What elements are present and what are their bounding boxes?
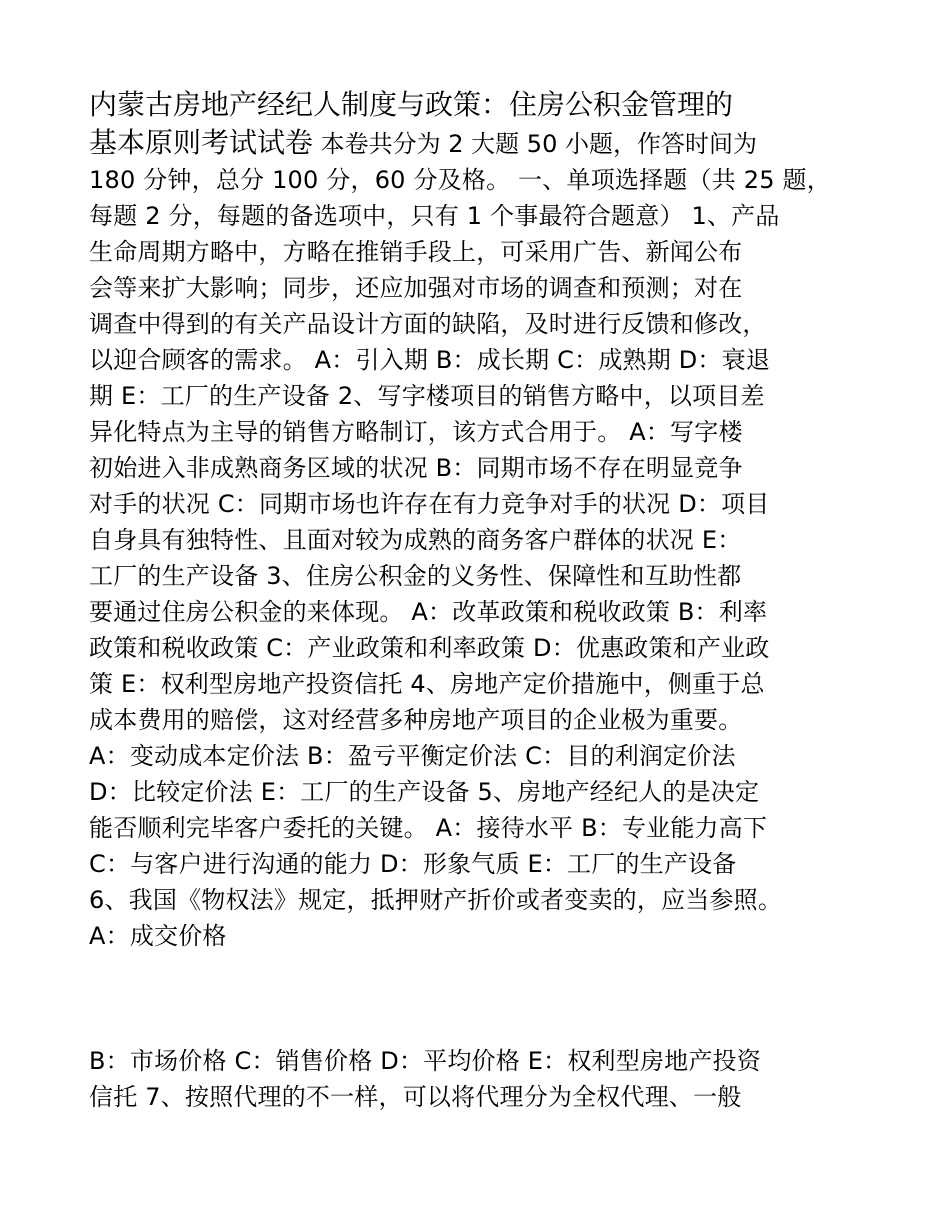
document-body <box>89 86 909 954</box>
text-line: 对手的状况 C：同期市场也许存在有力竞争对手的状况 D：项目 <box>89 490 770 518</box>
text-line: 每题 2 分，每题的备选项中，只有 1 个事最符合题意） 1、产品 <box>89 202 780 230</box>
document-title-line-1: 内蒙古房地产经纪人制度与政策：住房公积金管理的 <box>89 88 734 121</box>
document-title-end: 基本原则考试试卷 <box>89 126 314 159</box>
text-line: 政策和税收政策 C：产业政策和利率政策 D：优惠政策和产业政 <box>89 634 770 662</box>
text-line: 策 E：权利型房地产投资信托 4、房地产定价措施中，侧重于总 <box>89 670 765 698</box>
text-line: 要通过住房公积金的来体现。 A：改革政策和税收政策 B：利率 <box>89 598 768 626</box>
text-line: 6、我国《物权法》规定，抵押财产折价或者变卖的，应当参照。 <box>89 886 783 914</box>
exam-info-text: 本卷共分为 2 大题 50 小题，作答时间为 <box>313 130 757 158</box>
text-line: 工厂的生产设备 3、住房公积金的义务性、保障性和互助性都 <box>89 562 742 590</box>
text-line: A：成交价格 <box>89 922 227 950</box>
text-line: A：变动成本定价法 B：盈亏平衡定价法 C：目的利润定价法 <box>89 742 736 770</box>
text-line: 以迎合顾客的需求。 A：引入期 B：成长期 C：成熟期 D：衰退 <box>89 346 771 374</box>
text-line: 调查中得到的有关产品设计方面的缺陷，及时进行反馈和修改， <box>89 310 767 338</box>
document-body-continued <box>89 1043 909 1115</box>
text-line: D：比较定价法 E：工厂的生产设备 5、房地产经纪人的是决定 <box>89 778 760 806</box>
text-line: 180 分钟，总分 100 分，60 分及格。 一、单项选择题（共 25 题， <box>89 166 831 194</box>
text-line: 初始进入非成熟商务区域的状况 B：同期市场不存在明显竞争 <box>89 454 743 482</box>
text-line: 期 E：工厂的生产设备 2、写字楼项目的销售方略中，以项目差 <box>89 382 765 410</box>
text-line: 信托 7、按照代理的不一样，可以将代理分为全权代理、一般 <box>89 1083 742 1111</box>
text-line: 生命周期方略中，方略在推销手段上，可采用广告、新闻公布 <box>89 238 743 266</box>
text-line: 会等来扩大影响；同步，还应加强对市场的调查和预测；对在 <box>89 274 743 302</box>
text-line: 能否顺利完毕客户委托的关键。 A：接待水平 B：专业能力高下 <box>89 814 768 842</box>
text-line: 异化特点为主导的销售方略制订，该方式合用于。 A：写字楼 <box>89 418 743 446</box>
text-line: 成本费用的赔偿，这对经营多种房地产项目的企业极为重要。 <box>89 706 743 734</box>
text-line: C：与客户进行沟通的能力 D：形象气质 E：工厂的生产设备 <box>89 850 737 878</box>
document-title-line-2 <box>89 124 909 162</box>
text-line: B：市场价格 C：销售价格 D：平均价格 E：权利型房地产投资 <box>89 1047 761 1075</box>
text-line: 自身具有独特性、且面对较为成熟的商务客户群体的状况 E： <box>89 526 742 554</box>
